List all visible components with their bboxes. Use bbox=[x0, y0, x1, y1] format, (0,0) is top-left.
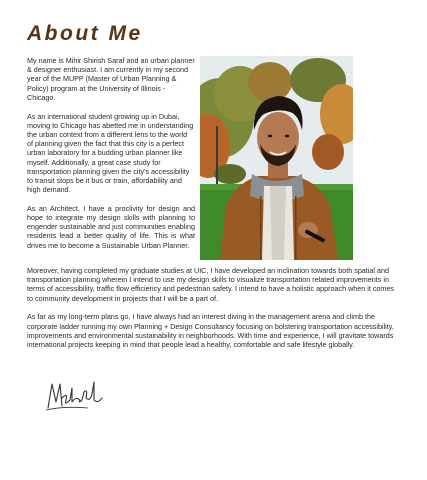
bio-paragraph-long-term: As far as my long-term plans go, I have always had an interest diving in the management arena and climb the corporate ladder running my own Planning + Design Consultancy focusing on bolstering transportation accessibility, improvements and environmental sustainability in neighborhoods. With time and experience, I will gravitate towards international projects keeping in mind that people lead a healthy, comfortable and safe lifestyle globally. bbox=[27, 312, 394, 349]
bio-paragraph-dubai: As an international student growing up in Dubai, moving to Chicago has abetted me in understanding the urban context from a different lens to the world of planning given the fact that this city is a perfect urban laboratory for a budding urban planner like myself. Additionally, a great case study for transportation planning given the city's accessibility to transit stops be it bus or train, affordability and high demand. bbox=[27, 111, 194, 195]
page-title: About Me bbox=[27, 22, 143, 45]
bio-paragraph-intro: My name is Mihir Shirish Saraf and an urban planner & designer enthusiast. I am currently in my second year of the MUPP (Master of Urban Planning & Policy) program at the University of Illinois - Chicago. bbox=[27, 56, 195, 102]
bio-paragraph-architect: As an Architect, I have a proclivity for design and hope to integrate my design skills with planning to engender sustainable and just communities enabling residents lead a better quality of life. This is what drives me to become a Sustainable Urban Planner. bbox=[27, 203, 195, 250]
intro-column bbox=[27, 56, 195, 259]
bio-paragraph-graduate: Moreover, having completed my graduate studies at UIC, I have developed an inclination towards both spatial and transportation planning wherein I intend to use my design skills to visualize transportation related improvements in terms of accessibility, traffic flow efficiency and pedestrian safety. I intend to have a holistic approach when it comes to community development in projects that I will be a part of. bbox=[27, 266, 395, 303]
handwritten-signature bbox=[44, 378, 106, 414]
portrait-photo bbox=[200, 56, 353, 260]
graduate-studies-section bbox=[27, 266, 399, 359]
